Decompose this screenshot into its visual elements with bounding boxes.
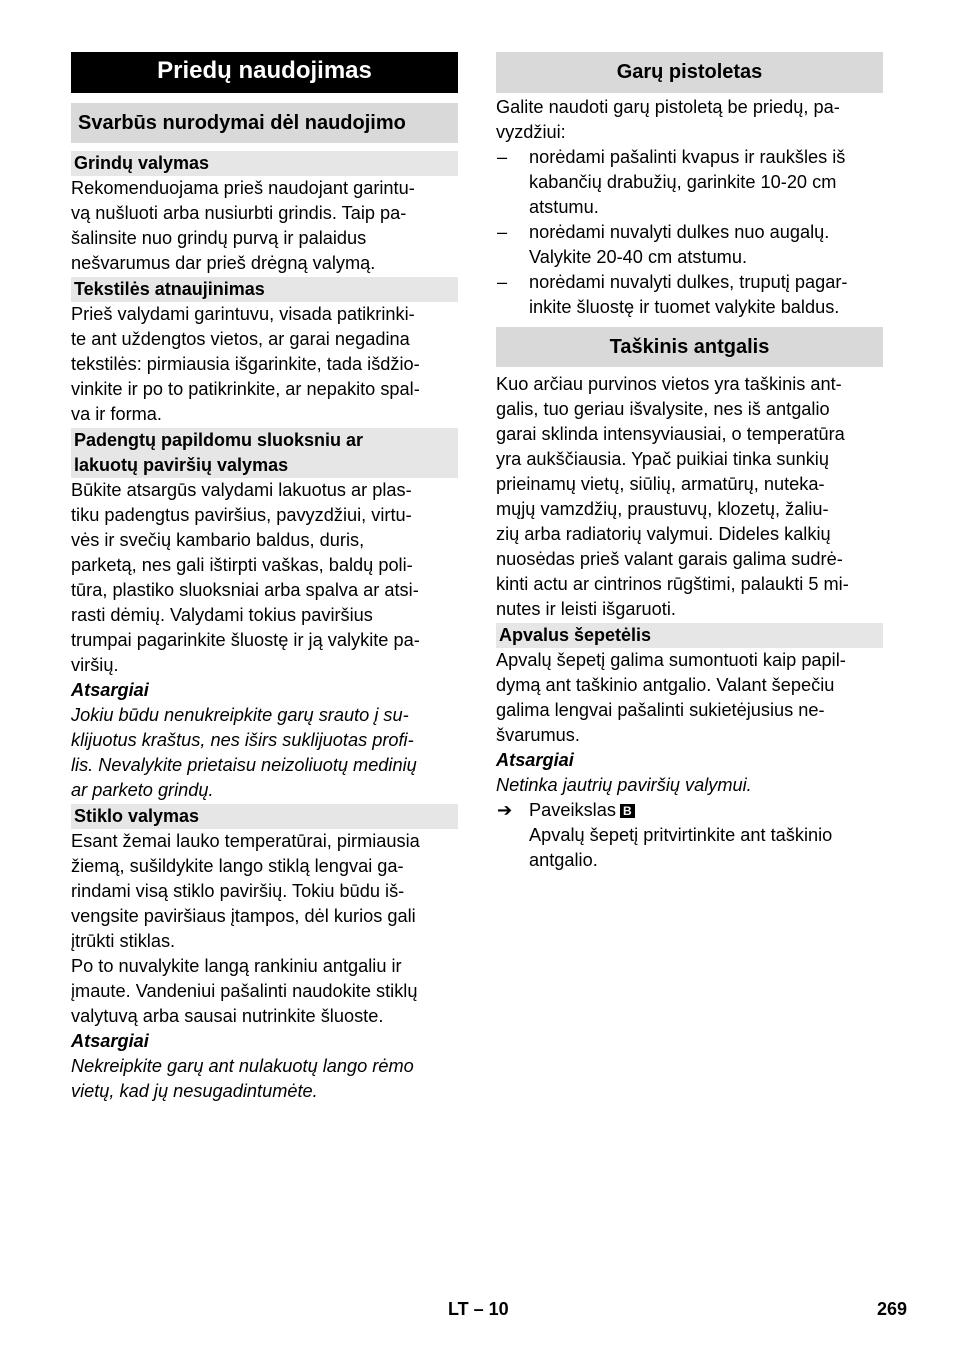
round-brush-text: Apvalų šepetį galima sumontuoti kaip papil- dymą ant taškinio antgalio. Valant šepečiu galima lengvai pašalinti sukietėjusius ne- švarumus. bbox=[496, 650, 846, 745]
heading-textile-refresh: Tekstilės atnaujinimas bbox=[71, 277, 458, 302]
heading-point-nozzle: Taškinis antgalis bbox=[496, 327, 883, 367]
footer-language-code: LT – 10 bbox=[448, 1299, 509, 1319]
dash-bullet: – bbox=[497, 272, 508, 292]
coated-surfaces-text: Būkite atsargūs valydami lakuotus ar plas- tiku padengtus paviršius, pavyzdžiui, virtu- vės ir svečių kambario baldus, duris, parketą, nes gali ištirpti vaškas, baldų poli- tūra, plastiko sluoksniai arba spalva ar atsi- rasti dėmių. Valydami tokius paviršius trumpai pagarinkite šluostę ir ją valykite pa- viršių. bbox=[71, 480, 420, 675]
textile-refresh-text: Prieš valydami garintuvu, visada patikrinki- te ant uždengtos vietos, ar garai negadina tekstilės: pirmiausia išgarinkite, tada išdžio- vinkite ir po to patikrinkite, ar nepakito spal- va ir forma. bbox=[71, 304, 420, 424]
page-title: Priedų naudojimas bbox=[71, 52, 458, 93]
point-nozzle-text: Kuo arčiau purvinos vietos yra taškinis ant- galis, tuo geriau išvalysite, nes iš antgalio garai sklinda intensyviausiai, o temperatūra yra aukščiausia. Ypač puikiai tinka sunkių prieinamų vietų, siūlių, armatūrų, nuteka- mųjų vamzdžių, praustuvų, klozetų, žaliu- zių arba radiatorių valymui. Dideles kalkių nuosėdas prieš valant garais galima sudrė- kinti actu ar cintrinos rūgštimi, palaukti 5 mi- nutes ir leisti išgaruoti. bbox=[496, 374, 849, 619]
caution-label: Atsargiai bbox=[71, 680, 149, 700]
right-column bbox=[496, 52, 883, 873]
list-item: – norėdami nuvalyti dulkes, truputį pagar- inkite šluostę ir tuomet valykite baldus. bbox=[497, 272, 848, 317]
glass-cleaning-text-2: Po to nuvalykite langą rankiniu antgaliu ir įmaute. Vandeniui pašalinti naudokite stiklų valytuvą arba sausai nutrinkite šluoste. bbox=[71, 956, 418, 1026]
heading-floor-cleaning: Grindų valymas bbox=[71, 151, 458, 176]
round-brush-instruction: Apvalų šepetį pritvirtinkite ant taškinio antgalio. bbox=[529, 825, 833, 870]
left-column bbox=[71, 52, 458, 1104]
heading-round-brush: Apvalus šepetėlis bbox=[496, 623, 883, 648]
arrow-right-icon: ➔ bbox=[497, 800, 513, 820]
caution-label: Atsargiai bbox=[496, 750, 574, 770]
figure-reference bbox=[496, 798, 883, 823]
dash-bullet: – bbox=[497, 222, 508, 242]
section-heading-important-notes: Svarbūs nurodymai dėl naudojimo bbox=[71, 103, 458, 143]
glass-cleaning-text-1: Esant žemai lauko temperatūrai, pirmiausia žiemą, sušildykite lango stiklą lengvai ga- rindami visą stiklo paviršių. Tokiu būdu iš- vengsite paviršiaus įtampos, dėl kurios gali įtrūkti stiklas. bbox=[71, 831, 420, 951]
list-item: – norėdami pašalinti kvapus ir raukšles iš kabančių drabužių, garinkite 10-20 cm atstumu. bbox=[497, 147, 846, 217]
figure-label: Paveikslas bbox=[529, 800, 616, 820]
floor-cleaning-text: Rekomenduojama prieš naudojant garintu- vą nušluoti arba nusiurbti grindis. Taip pa- šalinsite nuo grindų purvą ir palaidus nešvarumus dar prieš drėgną valymą. bbox=[71, 178, 415, 273]
dash-bullet: – bbox=[497, 147, 508, 167]
heading-glass-cleaning: Stiklo valymas bbox=[71, 804, 458, 829]
caution-text: Jokiu būdu nenukreipkite garų srauto į su- klijuotus kraštus, nes iširs suklijuotas profi- lis. Nevalykite prietaisu neizoliuotų medinių ar parketo grindų. bbox=[71, 705, 417, 800]
caution-text: Nekreipkite garų ant nulakuotų lango rėmo vietų, kad jų nesugadintumėte. bbox=[71, 1056, 414, 1101]
heading-steam-gun: Garų pistoletas bbox=[496, 52, 883, 93]
steam-gun-list bbox=[496, 145, 883, 320]
list-item: – norėdami nuvalyti dulkes nuo augalų. Valykite 20-40 cm atstumu. bbox=[497, 222, 830, 267]
caution-text: Netinka jautrių paviršių valymui. bbox=[496, 775, 752, 795]
heading-coated-surfaces: Padengtų papildomu sluoksniu ar lakuotų paviršių valymas bbox=[71, 428, 458, 478]
page-number: 269 bbox=[877, 1299, 908, 1319]
steam-gun-intro: Galite naudoti garų pistoletą be priedų, pa- vyzdžiui: bbox=[496, 97, 840, 142]
figure-letter-badge: B bbox=[620, 804, 635, 818]
caution-label: Atsargiai bbox=[71, 1031, 149, 1051]
